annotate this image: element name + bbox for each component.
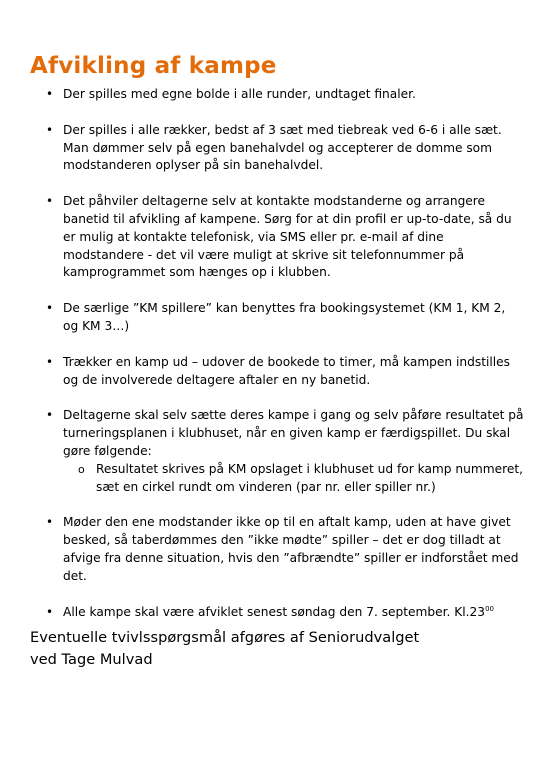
list-item-text: Trækker en kamp ud – udover de bookede to timer, må kampen indstilles og de involverede deltagere aftaler en ny banetid. [63, 354, 511, 387]
list-item [0, 193, 542, 282]
list-item [0, 354, 542, 390]
list-item-text: Der spilles med egne bolde i alle runder, undtaget finaler. [63, 87, 416, 101]
list-item [0, 300, 542, 336]
list-item-text: De særlige ”KM spillere” kan benyttes fra bookingsystemet (KM 1, KM 2, og KM 3…) [63, 301, 506, 333]
list-item-text: Møder den ene modstander ikke op til en aftalt kamp, uden at have givet besked, så taberdømmes den ”ikke mødte” spiller – det er dog tilladt at afvige fra denne situation, hvis den ”afbrændte” spiller er indforstået med det. [63, 515, 519, 583]
bullet-icon: • [46, 408, 54, 423]
list-item-text: Deltagerne skal selv sætte deres kampe i gang og selv påføre resultatet på turneringsplanen i klubhuset, når en given kamp er færdigspillet. Du skal gøre følgende: [63, 408, 524, 458]
list-item [0, 122, 542, 175]
bullet-icon: • [46, 354, 54, 369]
bullet-icon: • [46, 87, 54, 101]
bullet-icon: • [46, 194, 54, 209]
list-item [0, 514, 542, 585]
list-item [0, 407, 542, 496]
bullet-icon: • [46, 604, 54, 619]
sub-list [63, 461, 524, 497]
footer-note [30, 627, 510, 670]
bullet-icon: • [46, 122, 54, 137]
list-item-text: Der spilles i alle rækker, bedst af 3 sæt med tiebreak ved 6-6 i alle sæt. Man dømmer selv på egen banehalvdel og accepterer de domme som modstanderen oplyser på sin banehalvdel. [63, 122, 502, 173]
bullet-icon: • [46, 301, 54, 316]
bullet-icon: • [46, 515, 54, 530]
list-item [0, 86, 542, 104]
deadline-superscript: 00 [485, 604, 494, 613]
sub-list-item [63, 461, 524, 497]
list-item [0, 604, 542, 622]
rules-list [0, 86, 542, 639]
circle-bullet-icon: o [78, 462, 85, 476]
footer-line: Eventuelle tvivlsspørgsmål afgøres af Seniorudvalget [30, 629, 420, 646]
sub-list-item-text: Resultatet skrives på KM opslaget i klubhuset ud for kamp nummeret, sæt en cirkel rundt om vinderen (par nr. eller spiller nr.) [96, 461, 523, 494]
list-item-text: Alle kampe skal være afviklet senest søndag den 7. september. Kl.23 [63, 604, 486, 619]
list-item-text: Det påhviler deltagerne selv at kontakte modstanderne og arrangere banetid til afvikling af kampene. Sørg for at din profil er up-to-date, så du er mulig at kontakte telefonisk, via SMS eller pr. e-mail af dine modstandere - det vil være muligt at skrive sit telefonnummer på kamprogrammet som hænges op i klubben. [63, 194, 512, 280]
page-title: Afvikling af kampe [30, 53, 277, 79]
footer-line: ved Tage Mulvad [30, 650, 153, 668]
